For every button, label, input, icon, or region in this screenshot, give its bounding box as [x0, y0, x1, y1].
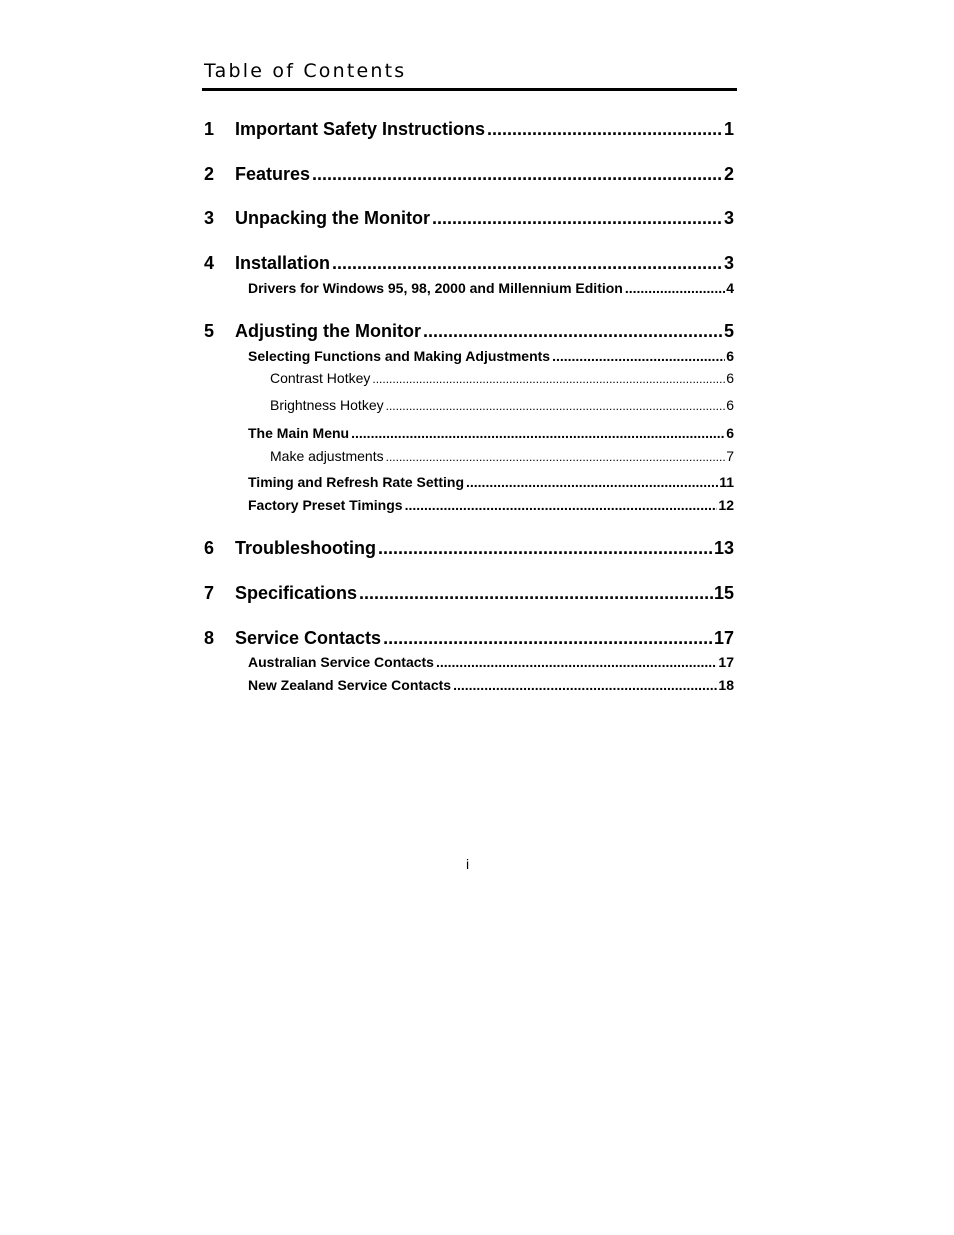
toc-entry-label: Unpacking the Monitor [235, 208, 430, 228]
toc-dot-leader [625, 281, 725, 295]
toc-entry-label: Adjusting the Monitor [235, 321, 421, 341]
toc-entry-page: 2 [723, 164, 734, 184]
footer-page-number: i [466, 856, 470, 872]
toc-entry-troubleshooting[interactable] [204, 538, 734, 558]
toc-entry-page: 17 [718, 654, 734, 670]
toc-entry-unpacking-the-monitor[interactable] [204, 208, 734, 228]
toc-entry-number: 6 [204, 538, 215, 558]
toc-entry-page: 6 [726, 370, 734, 386]
toc-entry-number: 5 [204, 321, 215, 341]
toc-entry-label: Troubleshooting [235, 538, 376, 558]
toc-entry-adjusting-the-monitor[interactable] [204, 321, 734, 341]
toc-entry-specifications[interactable] [204, 583, 734, 603]
toc-entry-number: 1 [204, 119, 215, 139]
toc-entry-page: 15 [713, 583, 734, 603]
toc-dot-leader [386, 451, 726, 463]
toc-entry-label: Selecting Functions and Making Adjustments [248, 348, 551, 364]
toc-dot-leader [487, 120, 723, 138]
toc-entry-page: 3 [723, 253, 734, 273]
toc-dot-leader [372, 373, 725, 385]
toc-entry-timing-and-refresh-rate[interactable] [248, 475, 734, 489]
toc-entry-number: 7 [204, 583, 215, 603]
toc-entry-the-main-menu[interactable] [248, 426, 734, 440]
toc-entry-number: 4 [204, 253, 215, 273]
toc-entry-page: 3 [723, 208, 734, 228]
toc-entry-label: Australian Service Contacts [248, 654, 434, 670]
toc-entry-features[interactable] [204, 164, 734, 184]
toc-entry-page: 6 [726, 348, 734, 364]
toc-entry-page: 1 [723, 119, 734, 139]
toc-entry-page: 17 [713, 628, 734, 648]
toc-entry-number: 3 [204, 208, 215, 228]
toc-entry-factory-preset-timings[interactable] [248, 498, 734, 512]
toc-dot-leader [312, 165, 723, 183]
toc-entry-label: New Zealand Service Contacts [248, 677, 452, 693]
toc-entry-drivers[interactable] [248, 281, 734, 295]
toc-entry-page: 12 [718, 497, 734, 513]
toc-entry-page: 7 [726, 448, 734, 464]
toc-entry-label: Brightness Hotkey [270, 397, 384, 413]
toc-dot-leader [378, 539, 713, 557]
toc-dot-leader [423, 322, 723, 340]
toc-entry-label: Drivers for Windows 95, 98, 2000 and Millennium Edition [248, 280, 623, 296]
toc-entry-label: Contrast Hotkey [270, 370, 371, 386]
toc-entry-number: 2 [204, 164, 215, 184]
toc-entry-make-adjustments[interactable] [270, 449, 734, 463]
toc-entry-australian-service-contacts[interactable] [248, 655, 734, 669]
toc-dot-leader [552, 349, 725, 363]
toc-entry-brightness-hotkey[interactable] [270, 398, 734, 412]
toc-entry-page: 11 [719, 474, 734, 490]
toc-dot-leader [436, 655, 717, 669]
toc-entry-label: Timing and Refresh Rate Setting [248, 474, 464, 490]
toc-dot-leader [332, 254, 723, 272]
toc-entry-page: 4 [726, 280, 734, 296]
toc-dot-leader [386, 400, 726, 412]
toc-dot-leader [351, 426, 725, 440]
toc-dot-leader [359, 584, 713, 602]
toc-entry-label: Make adjustments [270, 448, 384, 464]
toc-entry-installation[interactable] [204, 253, 734, 273]
page-title: Table of Contents [204, 60, 407, 82]
toc-entry-contrast-hotkey[interactable] [270, 371, 734, 385]
toc-entry-page: 6 [726, 425, 734, 441]
toc-entry-number: 8 [204, 628, 215, 648]
toc-entry-label: Installation [235, 253, 331, 273]
toc-entry-label: Features [235, 164, 311, 184]
toc-dot-leader [405, 498, 718, 512]
toc-dot-leader [466, 475, 718, 489]
toc-entry-label: Specifications [235, 583, 358, 603]
toc-entry-important-safety-instructions[interactable] [204, 119, 734, 139]
toc-dot-leader [453, 678, 717, 692]
toc-entry-label: The Main Menu [248, 425, 350, 441]
toc-entry-page: 6 [726, 397, 734, 413]
toc-entry-selecting-functions[interactable] [248, 349, 734, 363]
toc-entry-new-zealand-service-contacts[interactable] [248, 678, 734, 692]
toc-entry-page: 18 [718, 677, 734, 693]
toc-dot-leader [383, 629, 713, 647]
title-rule [202, 88, 737, 91]
toc-dot-leader [432, 209, 723, 227]
toc-entry-page: 13 [713, 538, 734, 558]
toc-entry-label: Service Contacts [235, 628, 382, 648]
toc-entry-label: Important Safety Instructions [235, 119, 486, 139]
toc-entry-service-contacts[interactable] [204, 628, 734, 648]
toc-entry-label: Factory Preset Timings [248, 497, 403, 513]
toc-entry-page: 5 [723, 321, 734, 341]
